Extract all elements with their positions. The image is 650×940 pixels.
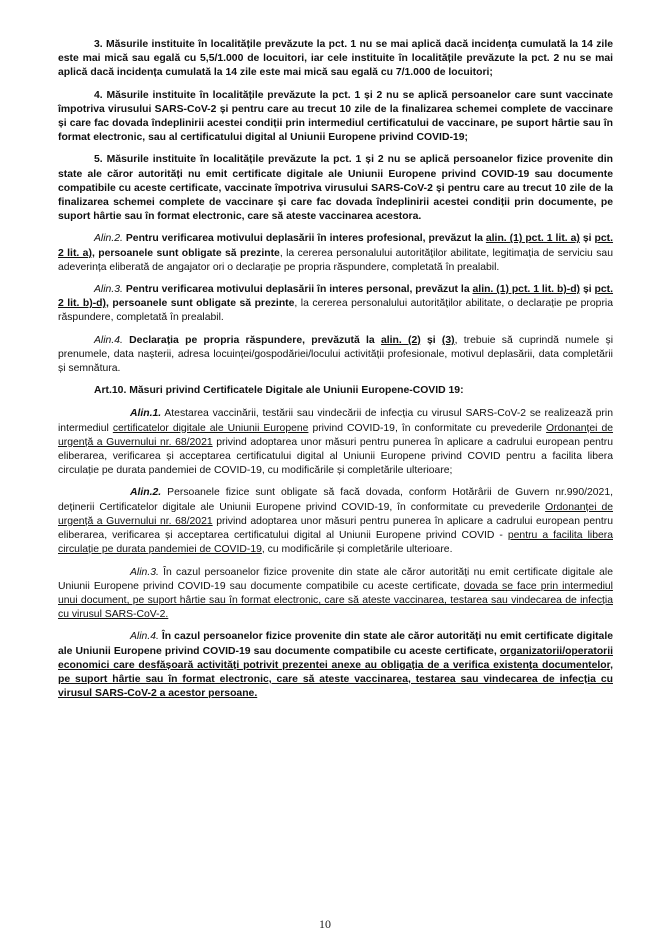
paragraph-alin-3: Alin.3. Pentru verificarea motivului deplasării în interes personal, prevăzut la alin. (1) pct. 1 lit. b)-d) și pct. 2 lit. b)-d), persoanele sunt obligate să prezinte, la cererea personalului autorităților abilitate, o declarație pe propria răspundere, completată în prealabil. — [58, 284, 614, 324]
legal-reference-link[interactable]: alin. (1) pct. 1 lit. b)-d) — [472, 284, 581, 296]
paragraph-alin-4: Alin.4. Declarația pe propria răspundere, prevăzută la alin. (2) și (3), trebuie să cuprindă numele și prenumele, data nașterii, adresa locuinței/gospodăriei/locului activității profesionale, motivul deplasării, data completării și semnătura. — [58, 334, 613, 375]
page-number: 10 — [319, 917, 331, 931]
underlined-text: dovada se face prin intermediul unui document, pe suport hârtie sau în format electronic, care să ateste vaccinarea, testarea sau vindecarea de infecția cu virusul SARS-CoV-2. — [58, 580, 613, 621]
art10-alin-1: Alin.1. Atestarea vaccinării, testării sau vindecării de infecția cu virusul SARS-CoV-2 se realizează prin intermediul certificatelor digitale ale Uniunii Europene privind COVID-19, în conformitate cu prevederile Ordonanței de urgență a Guvernului nr. 68/2021 privind adoptarea unor măsuri pentru punerea în aplicare a cadrului european pentru eliberarea, verificarea și acceptarea certificatului digital al Uniunii Europene privind COVID pentru a facilita libera circulație pe durata pandemiei de COVID-19, cu modificările și completările ulterioare; — [58, 408, 614, 477]
underlined-text: organizatorii/operatorii economici care desfășoară activități potrivit prezentei anexe au obligația de a verifica existența documentelor, pe suport hârtie sau în format electronic, care să ateste vaccinarea, testarea sau vindecarea de infecția cu virusul SARS-CoV-2 a acestor persoane. — [58, 645, 613, 700]
legal-reference-link[interactable]: pct. 2 lit. b)-d) — [58, 284, 614, 310]
alin-label: Alin.3. — [94, 284, 123, 296]
alin-label: Alin.2. — [130, 487, 162, 499]
legal-reference-link[interactable]: (3) — [441, 334, 455, 346]
paragraph-point-3: 3. Măsurile instituite în localitățile prevăzute la pct. 1 nu se mai aplică dacă incidența cumulată la 14 zile este mai mică sau egală cu 5,5/1.000 de locuitori, iar cele instituite în localitățile prevăzute la pct. 2 nu se mai aplică dacă incidența cumulată la 14 zile este mai mică sau egală cu 7/1.000 de locuitori; — [58, 39, 613, 79]
alin-label: Alin.1. — [130, 408, 162, 420]
art10-alin-4: Alin.4. În cazul persoanelor fizice provenite din state ale căror autorități nu emit certificate digitale ale Uniunii Europene privind COVID-19 sau documente compatibile cu aceste certificate, organizatorii/operatorii economici care desfășoară activități potrivit prezentei anexe au obligația de a verifica existența documentelor, pe suport hârtie sau în format electronic, care să ateste vaccinarea, testarea sau vindecarea de infecția cu virusul SARS-CoV-2 a acestor persoane. — [58, 631, 613, 700]
art10-alin-3: Alin.3. În cazul persoanelor fizice provenite din state ale căror autorități nu emit certificate digitale ale Uniunii Europene privind COVID-19 sau documente compatibile cu aceste certificate, dovada se face prin intermediul unui document, pe suport hârtie sau în format electronic, care să ateste vaccinarea, testarea sau vindecarea de infecția cu virusul SARS-CoV-2. — [58, 566, 613, 621]
alin-label: Alin.2. — [94, 233, 123, 245]
document-page — [58, 38, 613, 709]
legal-reference-link[interactable]: Ordonanței de urgență a Guvernului nr. 68/2021 — [58, 501, 614, 527]
legal-reference-link[interactable]: pct. 2 lit. a) — [58, 233, 614, 259]
underlined-text: pentru a facilita libera circulație pe durata pandemiei de COVID-19 — [58, 530, 613, 556]
legal-reference-link[interactable]: certificatelor digitale ale Uniunii Europene — [112, 422, 309, 434]
alin-label: Alin.4. — [94, 334, 123, 346]
paragraph-alin-2: Alin.2. Pentru verificarea motivului deplasării în interes profesional, prevăzut la alin. (1) pct. 1 lit. a) și pct. 2 lit. a), persoanele sunt obligate să prezinte, la cererea personalului autorităților abilitate, legitimația de serviciu sau adeverința eliberată de angajator ori o declarație pe propria răspundere, completată în prealabil. — [58, 233, 614, 273]
legal-reference-link[interactable]: alin. (2) — [380, 334, 421, 346]
art10-alin-2: Alin.2. Persoanele fizice sunt obligate să facă dovada, conform Hotărârii de Guvern nr.990/2021, deținerii Certificatelor digitale ale Uniunii Europene privind COVID-19, în conformitate cu prevederile Ordonanței de urgență a Guvernului nr. 68/2021 privind adoptarea unor măsuri pentru punerea în aplicare a cadrului european pentru eliberarea, verificarea și acceptarea certificatului digital al Uniunii Europene privind COVID - pentru a facilita libera circulație pe durata pandemiei de COVID-19, cu modificările și completările ulterioare. — [58, 487, 614, 556]
paragraph-point-4: 4. Măsurile instituite în localitățile prevăzute la pct. 1 și 2 nu se aplică persoanelor care sunt vaccinate împotriva virusului SARS-CoV-2 și pentru care au trecut 10 zile de la finalizarea schemei complete de vaccinare și care fac dovada îndeplinirii acestei condiții prin intermediul certificatului de vaccinare, pe suport hârtie sau în format electronic, sau al certificatului digital al Uniunii Europene privind COVID-19; — [58, 89, 613, 144]
alin-label: Alin.4. — [130, 631, 159, 643]
alin-label: Alin.3. — [130, 566, 159, 578]
legal-reference-link[interactable]: Ordonanței de urgență a Guvernului nr. 68/2021 — [58, 422, 614, 448]
paragraph-point-5: 5. Măsurile instituite în localitățile prevăzute la pct. 1 și 2 nu se aplică persoanelor fizice provenite din state ale căror autorități nu emit certificate digitale ale Uniunii Europene privind COVID-19 sau documente compatibile cu aceste certificate, vaccinate împotriva virusului SARS-CoV-2 și pentru care au trecut 10 zile de la finalizarea schemei complete de vaccinare și care fac dovada îndeplinirii acestei condiții prin documente, pe suport hârtie sau în format electronic, care să ateste vaccinarea acestora. — [58, 154, 613, 223]
article-10-heading: Art.10. Măsuri privind Certificatele Digitale ale Uniunii Europene-COVID 19: — [94, 385, 464, 397]
legal-reference-link[interactable]: alin. (1) pct. 1 lit. a) — [485, 233, 580, 245]
